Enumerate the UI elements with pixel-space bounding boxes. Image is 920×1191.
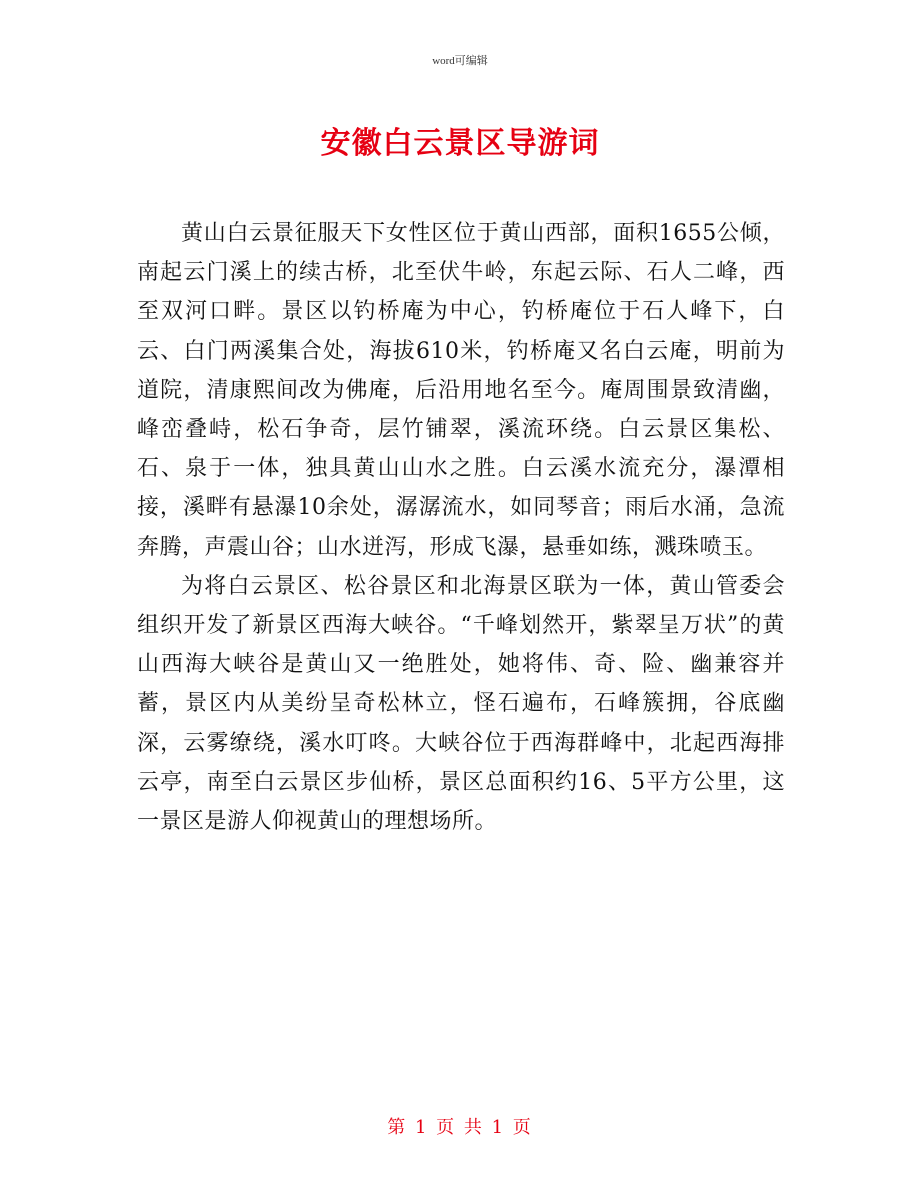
paragraph: 为将白云景区、松谷景区和北海景区联为一体，黄山管委会组织开发了新景区西海大峡谷。“千峰划然开，紫翠呈万状”的黄山西海大峡谷是黄山又一绝胜处，她将伟、奇、险、幽兼容并蓄，景区内从美纷呈奇松林立，怪石遍布，石峰簇拥，谷底幽深，云雾缭绕，溪水叮咚。大峡谷位于西海群峰中，北起西海排云亭，南至白云景区步仙桥，景区总面积约16、5平方公里，这一景区是游人仰视黄山的理想场所。 [137,573,785,835]
paragraph: 黄山白云景征服天下女性区位于黄山西部，面积1655公倾，南起云门溪上的续古桥，北至伏牛岭，东起云际、石人二峰，西至双河口畔。景区以钓桥庵为中心，钓桥庵位于石人峰下，白云、白门两溪集合处，海拔610米，钓桥庵又名白云庵，明前为道院，清康熙间改为佛庵，后沿用地名至今。庵周围景致清幽，峰峦叠峙，松石争奇，层竹铺翠，溪流环绕。白云景区集松、石、泉于一体，独具黄山山水之胜。白云溪水流充分，瀑潭相接，溪畔有悬瀑10余处，潺潺流水，如同琴音；雨后水涌，急流奔腾，声震山谷；山水迸泻，形成飞瀑，悬垂如练，溅珠喷玉。 [137,221,785,560]
document-body [137,214,785,841]
page-number: 第 1 页 共 1 页 [387,1117,533,1138]
header-note: word可编辑 [432,55,488,67]
document-title: 安徽白云景区导游词 [320,126,600,161]
